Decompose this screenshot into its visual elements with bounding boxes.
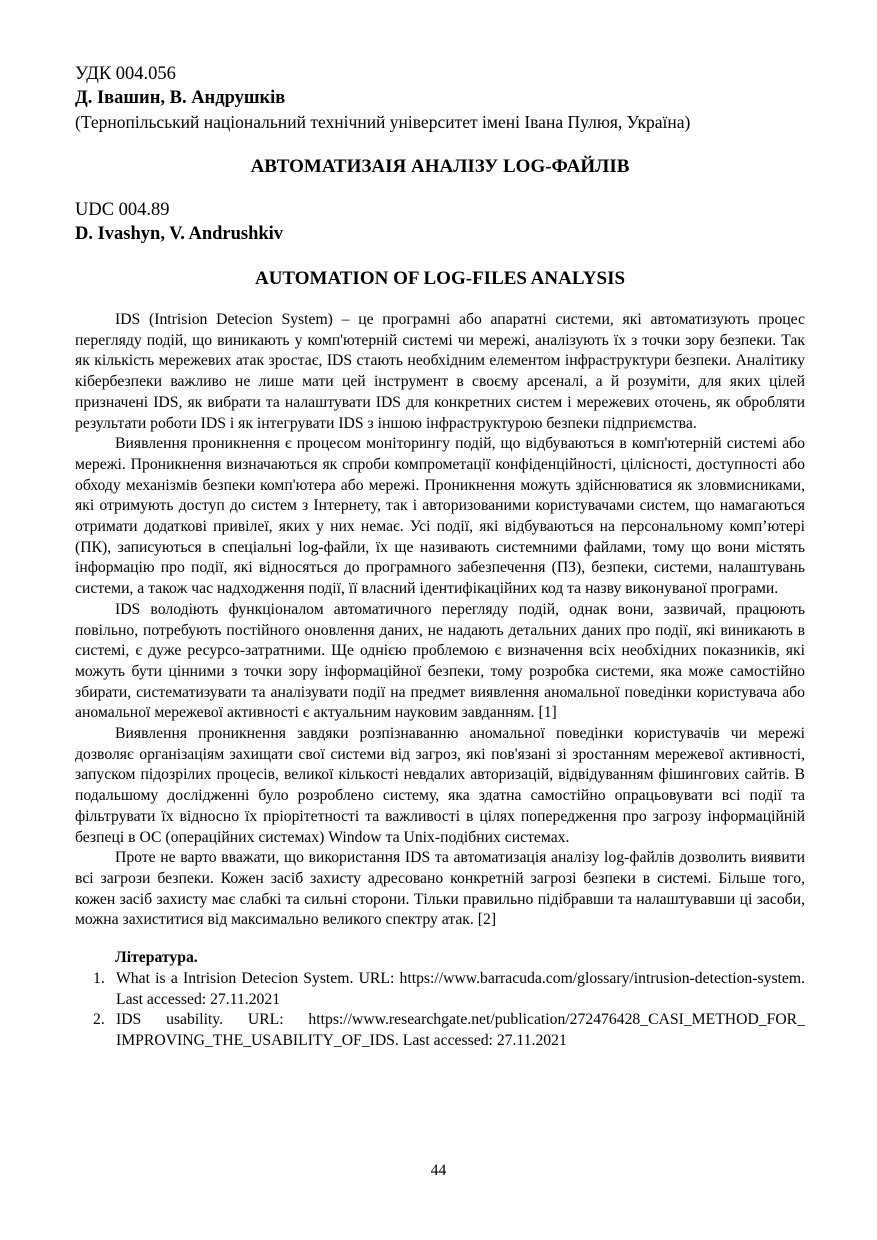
title-en: AUTOMATION OF LOG-FILES ANALYSIS xyxy=(254,268,626,289)
authors-en: D. Ivashyn, V. Andrushkiv xyxy=(75,224,284,244)
paper-page xyxy=(75,62,805,1052)
references-list xyxy=(75,969,805,1052)
page-number: 44 xyxy=(430,1162,447,1179)
paragraph: Виявлення проникнення є процесом моніторингу подій, що відбуваються в комп'ютерній системі або мережі. Проникнення визначаються як спроби компрометації конфіденційності, цілісності, доступності або обходу механізмів безпеки комп'ютера або мережі. Проникнення можуть здійснюватися як зловмисниками, які отримують доступ до систем з Інтернету, так і авторизованими користувачами систем, що намагаються отримати додаткові привілеї, яких у них немає. Усі події, які відбуваються на персональному комп’ютері (ПК), записуються в спеціальні log-файли, їх ще називають системними файлами, тому що вони містять інформацію про події, які відносяться до програмного забезпечення (ПЗ), безпеки, системи, налаштувань системи, а також час надходження події, її власний ідентифікаційних код та назву виконуваної програми. xyxy=(75,435,805,598)
reference-item xyxy=(75,969,805,1010)
paragraph: Проте не варто вважати, що використання IDS та автоматизація аналізу log-файлів дозволить виявити всі загрози безпеки. Кожен засіб захисту адресовано конкретній загрозі безпеки в системі. Більше того, кожен засіб захисту має слабкі та сильні сторони. Тільки правильно підібравши та налаштувавши ці засоби, можна захиститися від максимально великого спектру атак. [2] xyxy=(75,849,805,929)
references-heading: Література. xyxy=(115,949,198,967)
reference-text: What is a Intrision Detecion System. URL: https://www.barracuda.com/glossary/intrusion-detection-system. Last accessed: 27.11.2021 xyxy=(116,969,805,1008)
body xyxy=(75,310,805,931)
reference-number: 1. xyxy=(93,969,105,987)
affiliation: (Тернопільський національний технічний університет імені Івана Пулюя, Україна) xyxy=(75,112,691,132)
reference-text: IDS usability. URL: https://www.researchgate.net/publication/272476428_CASI_METHOD_FOR_ IMPROVING_THE_USABILITY_OF_IDS. Last accessed: 27.11.2021 xyxy=(116,1011,805,1049)
paragraph: IDS (Intrision Detecion System) – це програмні або апаратні системи, які автоматизують процес перегляду подій, що виникають у комп'ютерній системі чи мережі, аналізують їх з точки зору безпеки. Так як кількість мережевих атак зростає, IDS стають необхідним елементом інфраструктури безпеки. Аналітику кібербезпеки важливо не лише мати цей інструмент в своєму арсеналі, а й розуміти, для яких цілей призначені IDS, як вибрати та налаштувати IDS для конкретних систем і мережевих оточень, як обробляти результати роботи IDS і як інтегрувати IDS з іншою інфраструктурою безпеки підприємства. xyxy=(75,311,805,432)
paragraph: Виявлення проникнення завдяки розпізнаванню аномальної поведінки користувачів чи мережі дозволяє організаціям захищати свої системи від загроз, які пов'язані зі зростанням мережевої активності, запуском підозрілих процесів, великої кількості невдалих авторизацій, відвідуванням фішингових сайтів. В подальшому дослідженні було розроблено систему, яка здатна самостійно опрацьовувати всі події та фільтрувати їх відносно їх пріорітетності та важливості в цілях попередження про загрозу інформаційній безпеці в ОС (операційних системах) Window та Unix-подібних системах. xyxy=(75,725,805,846)
reference-item xyxy=(75,1010,805,1051)
reference-number: 2. xyxy=(93,1011,105,1029)
udc-ua: УДК 004.056 xyxy=(75,64,176,84)
authors-ua: Д. Івашин, В. Андрушків xyxy=(75,88,286,108)
title-ua: АВТОМАТИЗАІЯ АНАЛІЗУ LOG-ФАЙЛІВ xyxy=(250,156,630,177)
paragraph: IDS володіють функціоналом автоматичного перегляду подій, однак вони, зазвичай, працюють повільно, потребують постійного оновлення даних, не надають детальних даних про події, які виникають в системі, є дуже ресурсо-затратними. Ще однією проблемою є визначення всіх необхідних показників, які можуть бути цінними з точки зору інформаційної безпеки, тому розробка системи, яка може самостійно збирати, систематизувати та аналізувати події на предмет виявлення аномальної поведінки користувача або аномальної мережевої активності є актуальним науковим завданням. [1] xyxy=(75,600,805,722)
udc-en: UDC 004.89 xyxy=(75,200,170,220)
